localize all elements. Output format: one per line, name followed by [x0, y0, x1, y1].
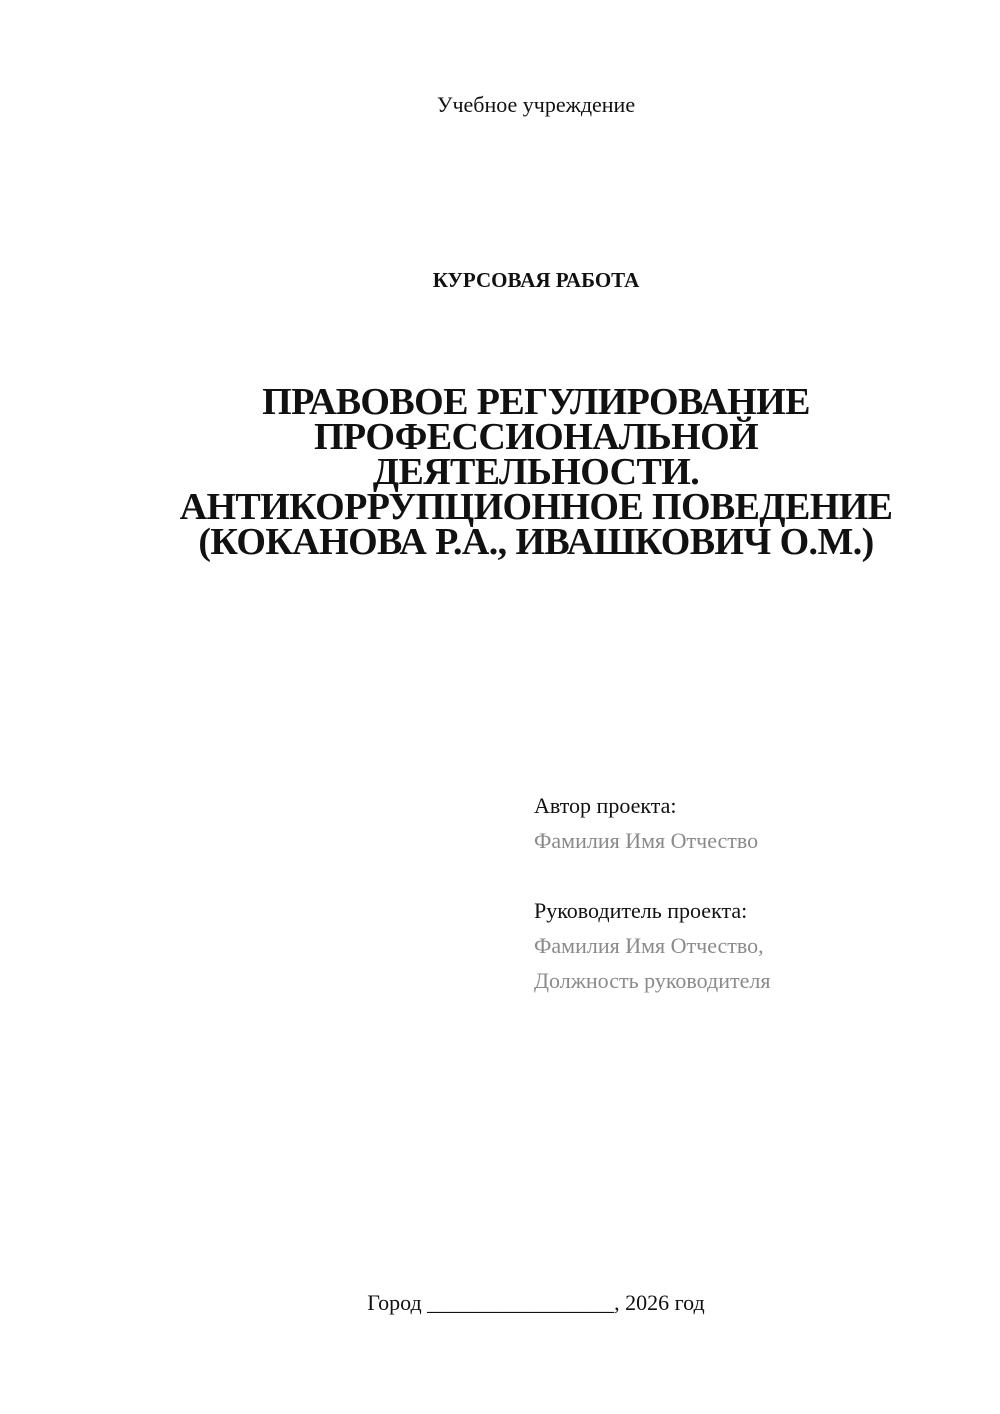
supervisor-block	[534, 893, 770, 998]
institution: Учебное учреждение	[436, 92, 636, 117]
title-line: ПРОФЕССИОНАЛЬНОЙ	[313, 416, 759, 458]
work-type: КУРСОВАЯ РАБОТА	[432, 268, 640, 292]
title-line: ПРАВОВОЕ РЕГУЛИРОВАНИЕ	[262, 381, 810, 423]
supervisor-name: Фамилия Имя Отчество,	[534, 933, 764, 958]
city-year: Город _________________, 2026 год	[367, 1290, 705, 1315]
supervisor-position: Должность руководителя	[534, 968, 771, 993]
author-block	[534, 788, 758, 858]
author-label: Автор проекта:	[534, 793, 677, 818]
author-name: Фамилия Имя Отчество	[534, 828, 759, 853]
title-line: АНТИКОРРУПЦИОННОЕ ПОВЕДЕНИЕ	[179, 486, 893, 528]
title-line: (КОКАНОВА Р.А., ИВАШКОВИЧ О.М.)	[198, 521, 874, 563]
supervisor-label: Руководитель проекта:	[534, 898, 748, 923]
title-line: ДЕЯТЕЛЬНОСТИ.	[372, 451, 700, 493]
document-title	[72, 381, 1000, 563]
